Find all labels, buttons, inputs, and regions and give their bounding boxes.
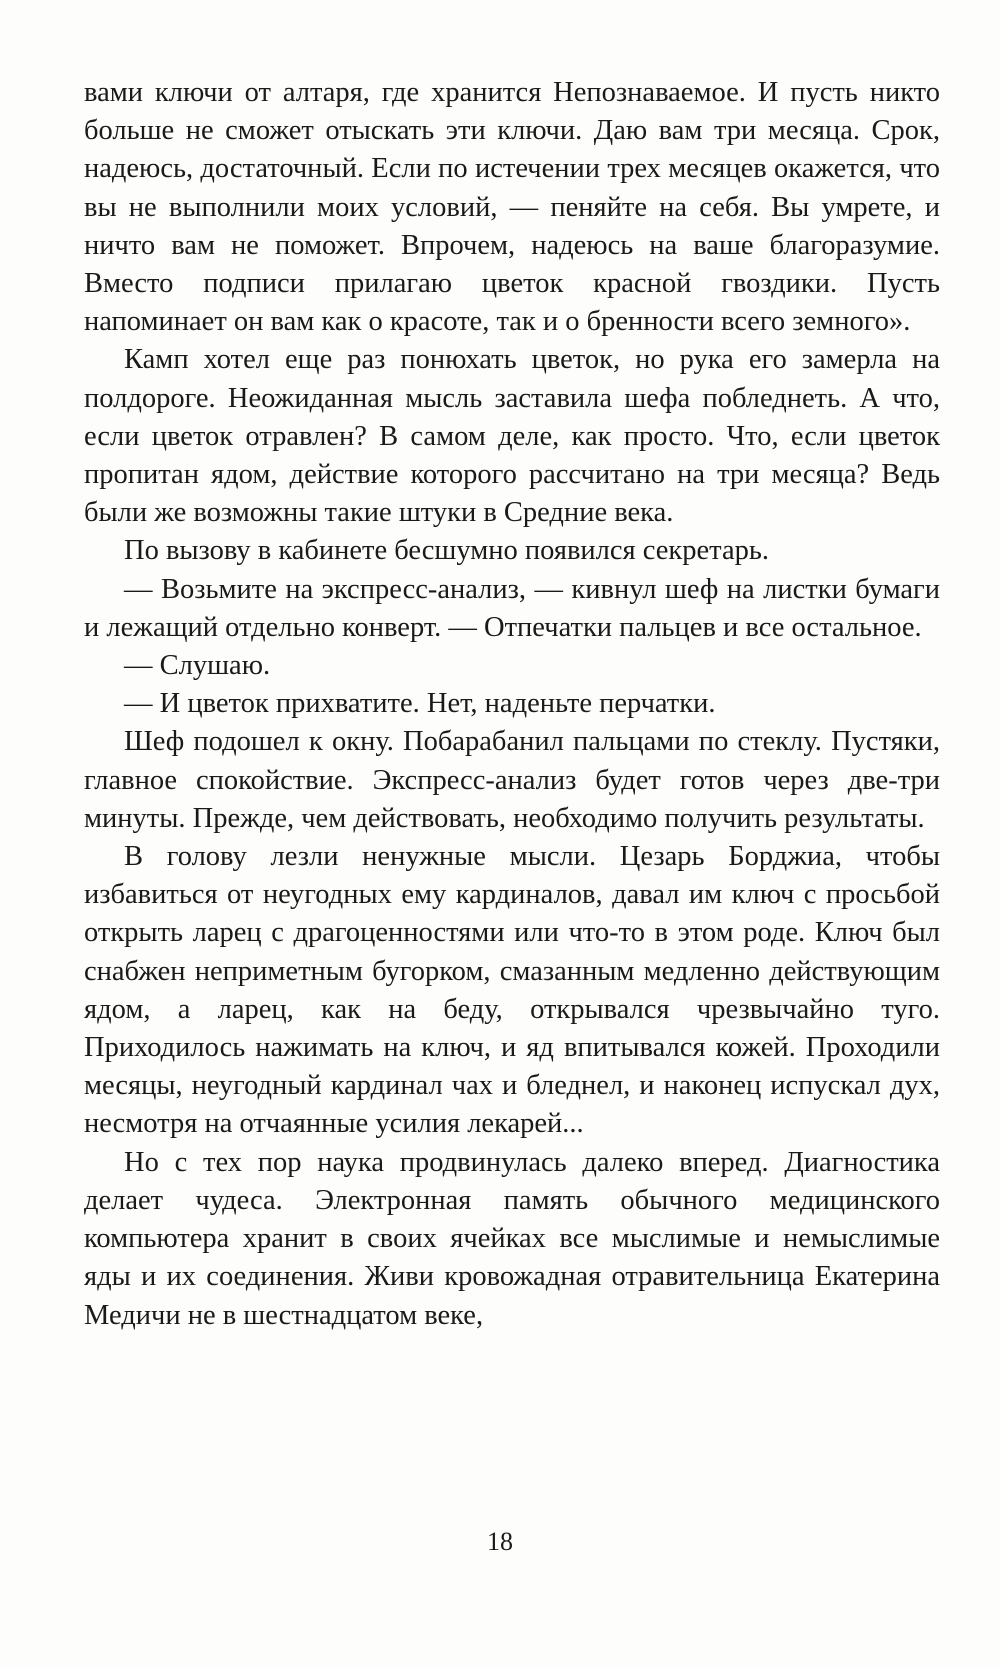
paragraph: Но с тех пор наука продвинулась далеко вперед. Диагностика делает чудеса. Электронная память обычного медицинского компьютера хранит в своих ячейках все мыслимые и немыслимые яды и их соединения. Живи кровожадная отравительница Екатерина Медичи не в шестнадцатом веке, <box>84 1146 940 1331</box>
paragraph: В голову лезли ненужные мысли. Цезарь Борджиа, чтобы избавиться от неугодных ему кардиналов, давал им ключ с просьбой открыть ларец с драгоценностями или что-то в этом роде. Ключ был снабжен неприметным бугорком, смазанным медленно действующим ядом, а ларец, как на беду, открывался чрезвычайно туго. Приходилось нажимать на ключ, и яд впитывался кожей. Проходили месяцы, неугодный кардинал чах и бледнел, и наконец испускал дух, несмотря на отчаянные усилия лекарей... <box>84 841 940 1140</box>
dialogue-line: — Слушаю. <box>124 650 271 682</box>
paragraph: Шеф подошел к окну. Побарабанил пальцами по стеклу. Пустяки, главное спокойствие. Экспресс-анализ будет готов через две-три минуты. Прежде, чем действовать, необходимо получить результаты. <box>84 726 940 834</box>
dialogue-line: — Возьмите на экспресс-анализ, — кивнул шеф на листки бумаги и лежащий отдельно конверт. — Отпечатки пальцев и все остальное. <box>84 573 940 643</box>
page-number: 18 <box>487 1527 513 1556</box>
paragraph: вами ключи от алтаря, где хранится Непознаваемое. И пусть никто больше не сможет отыскать эти ключи. Даю вам три месяца. Срок, надеюсь, достаточный. Если по истечении трех месяцев окажется, что вы не выполнили моих условий, — пеняйте на себя. Вы умрете, и ничто вам не поможет. Впрочем, надеюсь на ваше благоразумие. Вместо подписи прилагаю цветок красной гвоздики. Пусть напоминает он вам как о красоте, так и о бренности всего земного». <box>84 77 940 338</box>
body-text <box>84 74 940 1335</box>
paragraph: Камп хотел еще раз понюхать цветок, но рука его замерла на полдороге. Неожиданная мысль заставила шефа побледнеть. А что, если цветок отравлен? В самом деле, как просто. Что, если цветок пропитан ядом, действие которого рассчитано на три месяца? Ведь были же возможны такие штуки в Средние века. <box>84 344 940 529</box>
dialogue-line: — И цветок прихватите. Нет, наденьте перчатки. <box>124 688 716 720</box>
paragraph: По вызову в кабинете бесшумно появился секретарь. <box>124 535 770 567</box>
